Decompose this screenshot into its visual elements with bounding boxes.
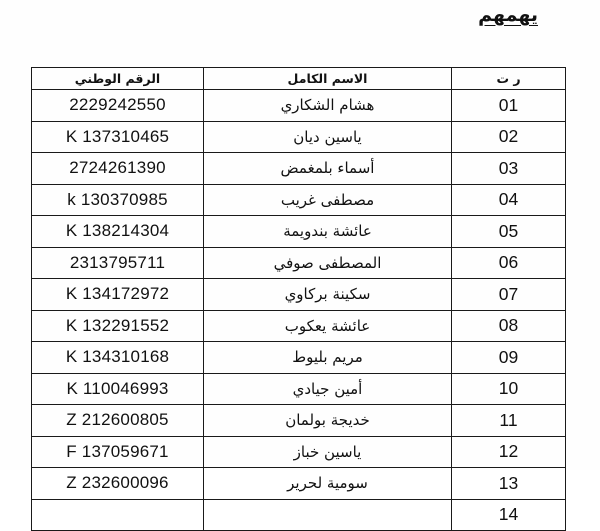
table-header-row [32, 68, 566, 90]
order-number-cell: 10 [452, 373, 566, 405]
table-row [32, 153, 566, 185]
table-row [32, 279, 566, 311]
table-row [32, 247, 566, 279]
national-id-cell: K 138214304 [32, 216, 204, 248]
page-heading: يهمهم [478, 4, 538, 26]
table-row [32, 216, 566, 248]
full-name-cell [204, 499, 452, 531]
order-number-cell: 08 [452, 310, 566, 342]
candidates-table-container [31, 67, 565, 531]
full-name-cell: عائشة بندويمة [204, 216, 452, 248]
table-body [32, 90, 566, 531]
national-id-cell: F 137059671 [32, 436, 204, 468]
order-number-cell: 03 [452, 153, 566, 185]
full-name-cell: ياسين ديان [204, 121, 452, 153]
table-row [32, 499, 566, 531]
table-row [32, 121, 566, 153]
table-row [32, 468, 566, 500]
order-number-cell: 12 [452, 436, 566, 468]
order-number-cell: 04 [452, 184, 566, 216]
header-national-id: الرقم الوطني [32, 68, 204, 90]
order-number-cell: 13 [452, 468, 566, 500]
full-name-cell: سكينة بركاوي [204, 279, 452, 311]
national-id-cell: K 132291552 [32, 310, 204, 342]
full-name-cell: مريم بليوط [204, 342, 452, 374]
order-number-cell: 07 [452, 279, 566, 311]
full-name-cell: أسماء بلمغمض [204, 153, 452, 185]
table-row [32, 342, 566, 374]
full-name-cell: مصطفى غريب [204, 184, 452, 216]
full-name-cell: أمين جيادي [204, 373, 452, 405]
header-order: ر ت [452, 68, 566, 90]
table-row [32, 373, 566, 405]
national-id-cell: K 110046993 [32, 373, 204, 405]
order-number-cell: 02 [452, 121, 566, 153]
national-id-cell: k 130370985 [32, 184, 204, 216]
header-full-name: الاسم الكامل [204, 68, 452, 90]
national-id-cell: 2313795711 [32, 247, 204, 279]
order-number-cell: 01 [452, 90, 566, 122]
candidates-table [31, 67, 566, 531]
order-number-cell: 14 [452, 499, 566, 531]
full-name-cell: خديجة بولمان [204, 405, 452, 437]
national-id-cell: 2724261390 [32, 153, 204, 185]
national-id-cell [32, 499, 204, 531]
full-name-cell: سومية لحرير [204, 468, 452, 500]
table-row [32, 436, 566, 468]
table-row [32, 310, 566, 342]
national-id-cell: Z 232600096 [32, 468, 204, 500]
full-name-cell: عائشة يعكوب [204, 310, 452, 342]
full-name-cell: ياسين خباز [204, 436, 452, 468]
full-name-cell: المصطفى صوفي [204, 247, 452, 279]
national-id-cell: Z 212600805 [32, 405, 204, 437]
table-row [32, 405, 566, 437]
table-row [32, 90, 566, 122]
national-id-cell: 2229242550 [32, 90, 204, 122]
national-id-cell: K 134310168 [32, 342, 204, 374]
table-row [32, 184, 566, 216]
national-id-cell: K 134172972 [32, 279, 204, 311]
order-number-cell: 06 [452, 247, 566, 279]
order-number-cell: 09 [452, 342, 566, 374]
order-number-cell: 05 [452, 216, 566, 248]
order-number-cell: 11 [452, 405, 566, 437]
national-id-cell: K 137310465 [32, 121, 204, 153]
full-name-cell: هشام الشكاري [204, 90, 452, 122]
